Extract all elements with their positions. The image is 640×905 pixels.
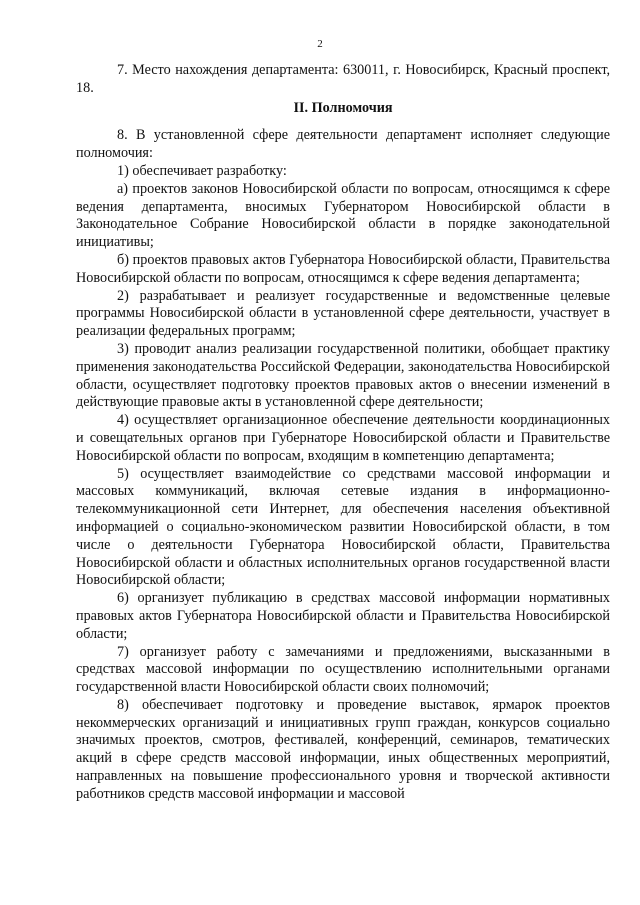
list-item: 4) осуществляет организационное обеспечение деятельности координационных и совещательных органов при Губернаторе Новосибирской области и Правительстве Новосибирской области по вопросам, входящим в компетенцию департамента; [76,412,610,464]
paragraph-location: 7. Место нахождения департамента: 630011, г. Новосибирск, Красный проспект, 18. [76,62,610,96]
paragraph-powers-intro: 8. В установленной сфере деятельности департамент исполняет следующие полномочия: [76,127,610,162]
list-item: 5) осуществляет взаимодействие со средствами массовой информации и массовых коммуникаций, включая сетевые издания в информационно-телекоммуникационной сети Интернет, для обеспечения населения объективной информацией о социально-экономическом развитии Новосибирской области, в том числе о деятельности Губернатора Новосибирской области, Правительства Новосибирской области и областных исполнительных органов государственной власти Новосибирской области; [76,465,610,589]
list-item: а) проектов законов Новосибирской области по вопросам, относящимся к сфере ведения департамента, вносимых Губернатором Новосибирской области в Законодательное Собрание Новосибирской области в порядке законодательной инициативы; [76,180,610,251]
list-item: б) проектов правовых актов Губернатора Новосибирской области, Правительства Новосибирской области по вопросам, относящимся к сфере ведения департамента; [76,251,610,286]
list-item: 2) разрабатывает и реализует государственные и ведомственные целевые программы Новосибирской области в установленной сфере деятельности, участвует в реализации федеральных программ; [76,287,610,340]
list-item: 1) обеспечивает разработку: [117,162,287,179]
section-title: II. Полномочия [293,99,393,116]
page-number: 2 [317,38,323,50]
document-body [76,62,610,804]
list-item: 7) организует работу с замечаниями и предложениями, высказанными в средствах массовой информации по осуществлению исполнительными органами государственной власти Новосибирской области своих полномочий; [76,643,610,696]
list-item: 8) обеспечивает подготовку и проведение выставок, ярмарок проектов некоммерческих организаций и инициативных групп граждан, конкурсов социально значимых проектов, смотров, фестивалей, конференций, семинаров, тематических акций в сфере средств массовой информации, иных общественных мероприятий, направленных на повышение профессионального уровня и творческой активности работников средств массовой информации и массовой [76,696,610,802]
list-item: 6) организует публикацию в средствах массовой информации нормативных правовых актов Губернатора Новосибирской области и Правительства Новосибирской области; [76,590,610,642]
list-item: 3) проводит анализ реализации государственной политики, обобщает практику применения законодательства Российской Федерации, законодательства Новосибирской области, осуществляет подготовку проектов правовых актов о внесении изменений в действующие правовые акты в установленной сфере деятельности; [76,340,610,411]
